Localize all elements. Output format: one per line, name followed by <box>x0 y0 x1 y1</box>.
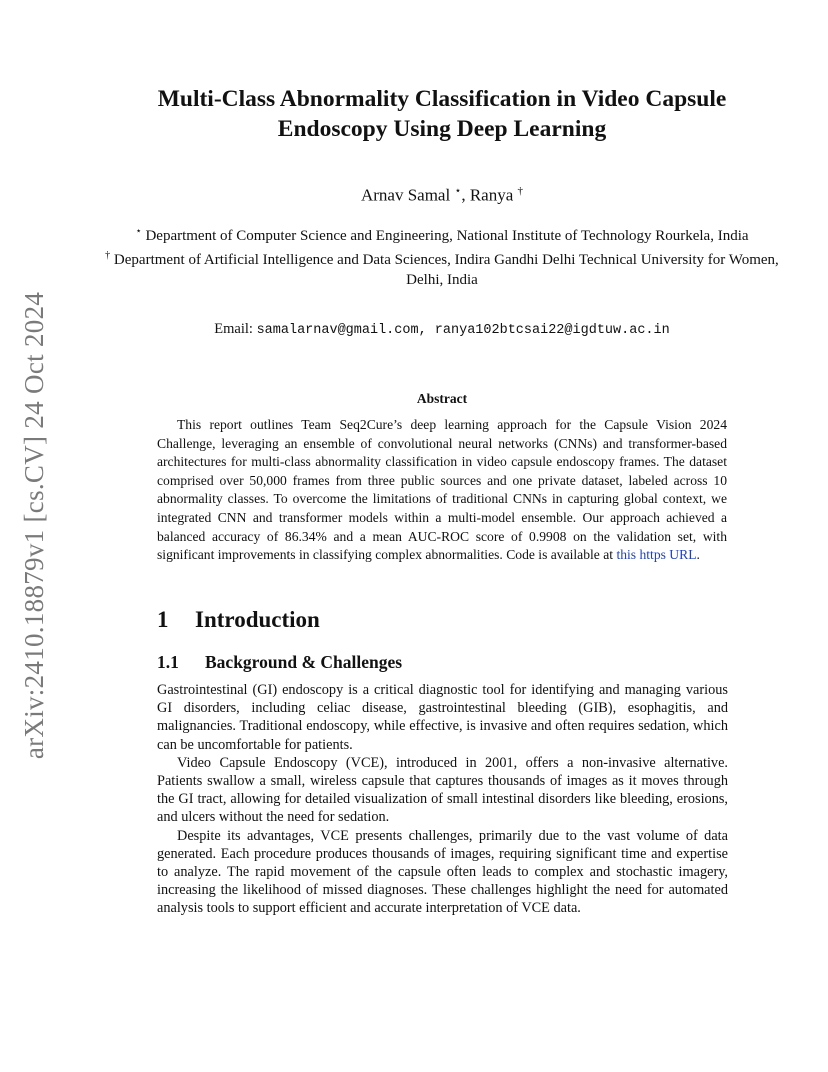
subsection-number: 1.1 <box>157 652 179 672</box>
section-body <box>157 681 728 918</box>
affiliation-text: Department of Artificial Intelligence and Data Sciences, Indira Gandhi Delhi Technical University for Women, Delhi, India <box>113 252 779 288</box>
abstract-text: This report outlines Team Seq2Cure’s deep learning approach for the Capsule Vision 2024 Challenge, leveraging an ensemble of convolutional neural networks (CNNs) and transformer-based architectures for multi-class abnormality classification in video capsule endoscopy frames. The dataset comprised over 50,000 frames from three public sources and one private dataset, labeled across 10 abnormality classes. To overcome the limitations of traditional CNNs in capturing global context, we integrated CNN and transformer models within a multi-model ensemble. Our approach achieved a balanced accuracy of 86.34% and a mean AUC-ROC score of 0.9908 on the validation set, with significant improvements in classifying complex abnormalities. Code is available at <box>157 417 727 563</box>
subsection-heading-background <box>157 650 402 674</box>
affiliations <box>100 222 784 290</box>
abstract-end: . <box>696 547 700 563</box>
code-link[interactable]: this https URL <box>616 547 697 563</box>
paragraph: Video Capsule Endoscopy (VCE), introduced in 2001, offers a non-invasive alternative. Patients swallow a small, wireless capsule that captures thousands of images as it moves through the GI tract, allowing for detailed visualization of small intestinal disorders like bleeding, erosions, and ulcers without the need for sedation. <box>157 754 728 826</box>
author-name: Arnav Samal <box>360 185 451 205</box>
abstract-body <box>157 416 727 565</box>
email-label: Email: <box>214 321 257 337</box>
author-line <box>100 180 784 207</box>
affiliation <box>100 222 784 246</box>
abstract-heading: Abstract <box>416 391 468 406</box>
author-separator: , <box>461 185 470 205</box>
affiliation-mark: † <box>517 185 524 197</box>
affiliation-mark: ⋆ <box>454 185 462 197</box>
section-title: Introduction <box>195 607 320 632</box>
arxiv-identifier-text: arXiv:2410.18879v1 [cs.CV] 24 Oct 2024 <box>19 291 50 759</box>
subsection-title: Background & Challenges <box>205 652 403 672</box>
section-number: 1 <box>157 607 169 632</box>
paragraph: Gastrointestinal (GI) endoscopy is a critical diagnostic tool for identifying and managing various GI disorders, including celiac disease, gastrointestinal bleeding (GIB), esophagitis, and malignancies. Traditional endoscopy, while effective, is invasive and often requires sedation, which can be uncomfortable for patients. <box>157 682 728 753</box>
arxiv-identifier <box>10 290 60 760</box>
affiliation-mark: ⋆ <box>135 226 142 237</box>
email-addresses: samalarnav@gmail.com, ranya102btcsai22@igdtuw.ac.in <box>256 323 670 338</box>
affiliation-text: Department of Computer Science and Engineering, National Institute of Technology Rourkela, India <box>145 228 749 244</box>
affiliation <box>100 246 784 290</box>
section-heading-introduction <box>157 605 320 635</box>
paper-title: Multi-Class Abnormality Classification in Video Capsule Endoscopy Using Deep Learning <box>157 86 727 142</box>
paragraph: Despite its advantages, VCE presents challenges, primarily due to the vast volume of data generated. Each procedure produces thousands of images, requiring significant time and expertise to analyze. The rapid movement of the capsule often leads to complex and stochastic imagery, increasing the likelihood of missed diagnoses. These challenges highlight the need for automated analysis tools to support efficient and accurate interpretation of VCE data. <box>157 827 728 917</box>
email-line <box>100 319 784 341</box>
author-name: Ranya <box>469 185 514 205</box>
affiliation-mark: † <box>105 250 111 261</box>
